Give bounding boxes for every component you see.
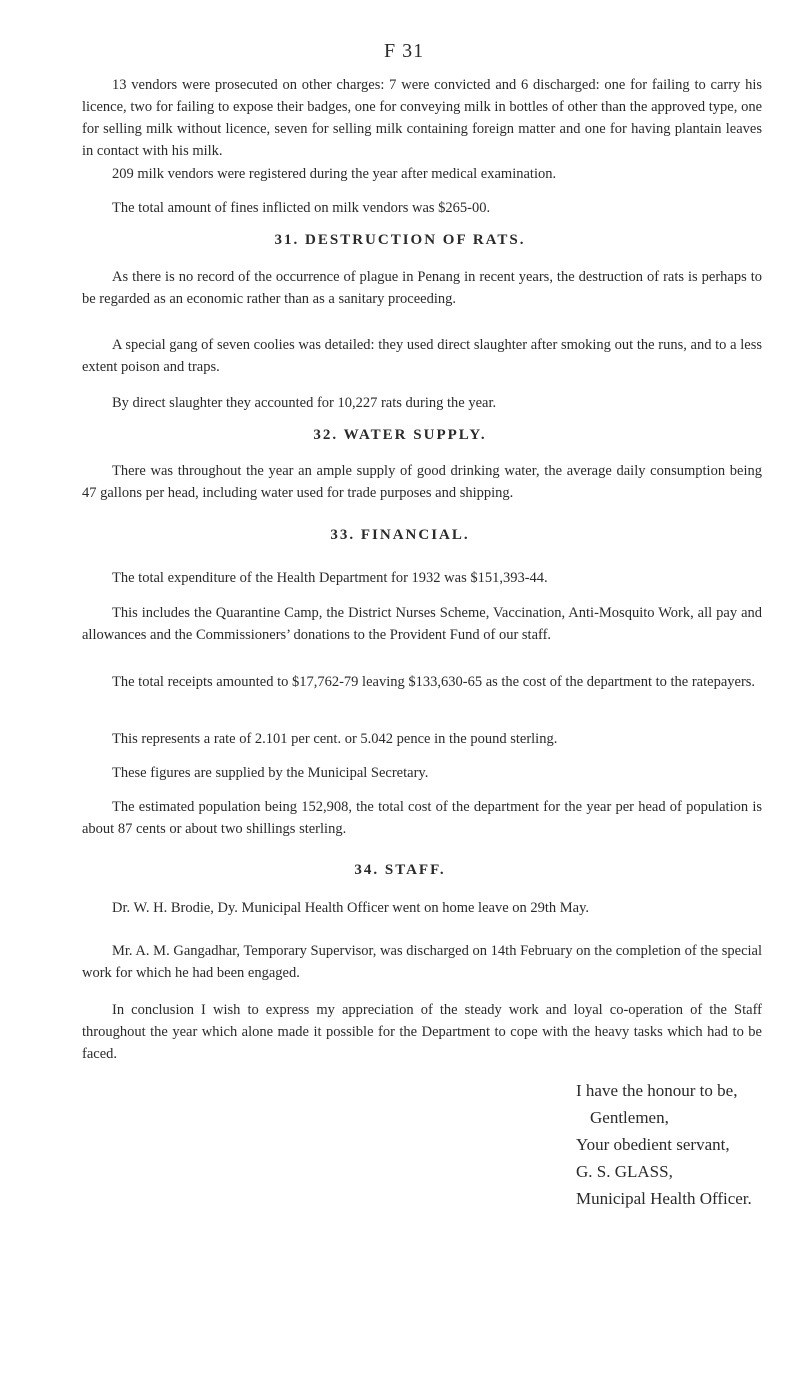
section-heading-water: 32. WATER SUPPLY. [313, 427, 487, 443]
closing-block [556, 1077, 796, 1212]
financial-rate-paragraph: This represents a rate of 2.101 per cent. or 5.042 pence in the pound sterling. [112, 731, 558, 747]
rats-paragraph-1: As there is no record of the occurrence of plague in Penang in recent years, the destruction of rats is perhaps to be regarded as an economic rather than as a sanitary proceeding. [82, 269, 762, 307]
milk-fines-paragraph: The total amount of fines inflicted on milk vendors was $265-00. [112, 200, 491, 216]
financial-expenditure-paragraph: The total expenditure of the Health Department for 1932 was $151,393-44. [112, 570, 548, 586]
closing-line-servant: Your obedient servant, [576, 1135, 730, 1154]
financial-population-paragraph: The estimated population being 152,908, the total cost of the department for the year per head of population is about 87 cents or about two shillings sterling. [82, 799, 762, 837]
water-paragraph: There was throughout the year an ample supply of good drinking water, the average daily consumption being 47 gallons per head, including water used for trade purposes and shipping. [82, 463, 762, 501]
staff-discharge-paragraph: Mr. A. M. Gangadhar, Temporary Supervisor, was discharged on 14th February on the completion of the special work for which he had been engaged. [82, 943, 762, 981]
financial-source-paragraph: These figures are supplied by the Municipal Secretary. [112, 765, 429, 781]
closing-line-honour: I have the honour to be, [576, 1081, 738, 1100]
staff-appreciation-paragraph: In conclusion I wish to express my appreciation of the steady work and loyal co-operation of the Staff throughout the year which alone made it possible for the Department to cope with the heavy tasks which had to be faced. [82, 1002, 762, 1062]
staff-leave-paragraph: Dr. W. H. Brodie, Dy. Municipal Health Officer went on home leave on 29th May. [112, 900, 590, 916]
closing-line-salutation: Gentlemen, [590, 1108, 669, 1127]
financial-receipts-paragraph: The total receipts amounted to $17,762-79 leaving $133,630-65 as the cost of the department to the ratepayers. [112, 674, 756, 690]
rats-paragraph-2: A special gang of seven coolies was detailed: they used direct slaughter after smoking out the runs, and to a less extent poison and traps. [82, 337, 762, 375]
section-heading-financial: 33. FINANCIAL. [330, 527, 470, 543]
financial-includes-paragraph: This includes the Quarantine Camp, the District Nurses Scheme, Vaccination, Anti-Mosquito Work, all pay and allowances and the Commissioners’ donations to the Provident Fund of our staff. [82, 605, 762, 643]
section-heading-rats: 31. DESTRUCTION OF RATS. [274, 232, 526, 248]
signatory-name: G. S. GLASS, [576, 1162, 673, 1181]
section-heading-staff: 34. STAFF. [354, 862, 446, 878]
milk-registration-paragraph: 209 milk vendors were registered during the year after medical examination. [112, 166, 557, 182]
rats-paragraph-3: By direct slaughter they accounted for 10,227 rats during the year. [112, 395, 497, 411]
milk-prosecutions-paragraph: 13 vendors were prosecuted on other charges: 7 were convicted and 6 discharged: one for failing to carry his licence, two for failing to expose their badges, one for conveying milk in bottles of other than the approved type, one for selling milk without licence, seven for selling milk containing foreign matter and one for having plantain leaves in contact with his milk. [82, 77, 762, 159]
page-label: F 31 [384, 40, 425, 62]
signatory-title: Municipal Health Officer. [576, 1189, 752, 1208]
